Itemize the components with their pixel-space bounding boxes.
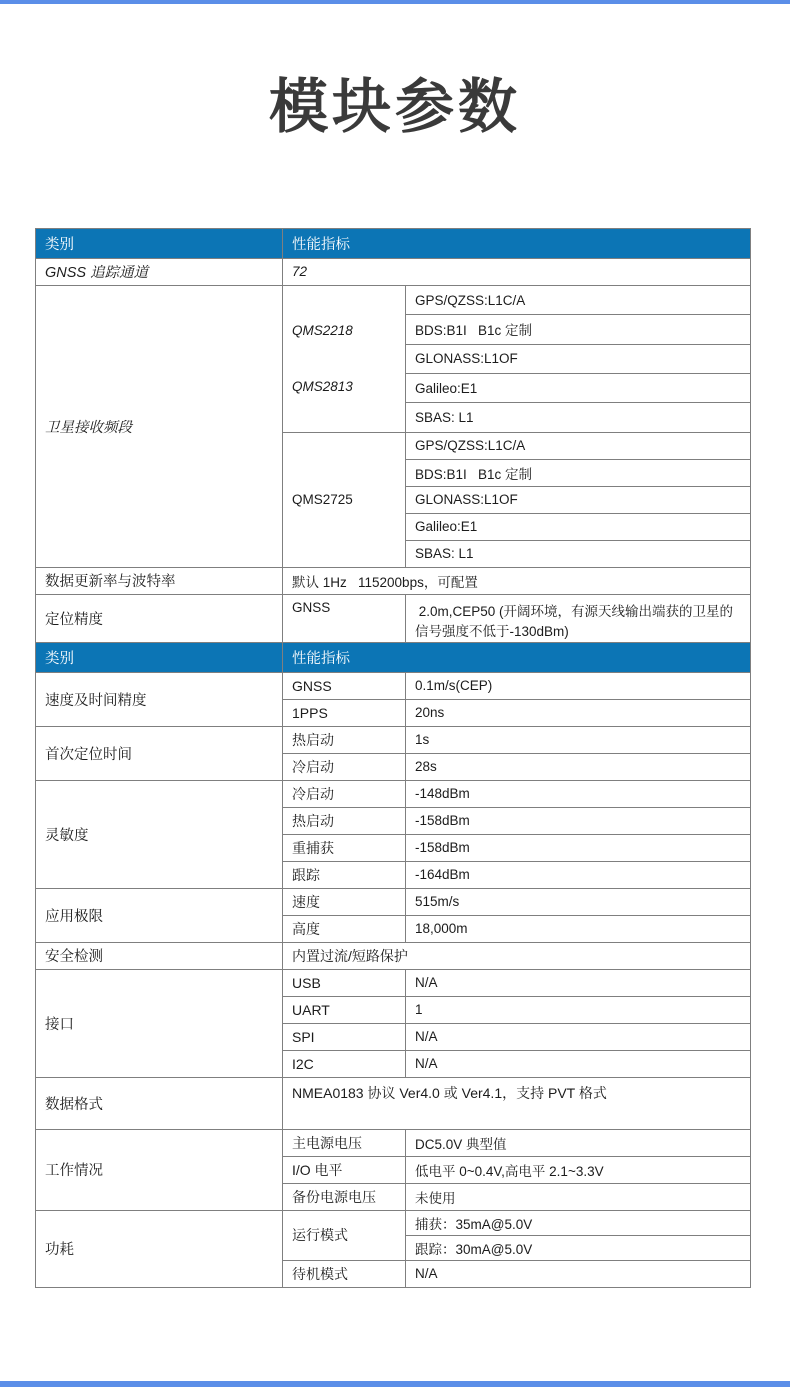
model-name: QMS2813 (292, 378, 353, 394)
satellite-bands-label: 卫星接收频段 (36, 285, 283, 567)
position-accuracy-system: GNSS (283, 594, 406, 642)
band-group2-models: QMS2725 (283, 432, 406, 567)
spec-value: -158dBm (406, 807, 751, 834)
header-metric: 性能指标 (283, 642, 751, 672)
operating-label: 工作情况 (36, 1129, 283, 1210)
header-metric: 性能指标 (283, 228, 751, 258)
spec-sub-label: GNSS (283, 672, 406, 699)
spec-sub-label: 备份电源电压 (283, 1183, 406, 1210)
band-frequency: BDS:B1I B1c 定制 (406, 315, 751, 344)
power-run-mode-label: 运行模式 (283, 1210, 406, 1260)
spec-sub-label: 跟踪 (283, 861, 406, 888)
model-name: QMS2218 (292, 322, 353, 338)
spec-sub-label: I2C (283, 1050, 406, 1077)
spec-value: 1s (406, 726, 751, 753)
spec-sub-label: 1PPS (283, 699, 406, 726)
data-format-label: 数据格式 (36, 1077, 283, 1129)
spec-value: -158dBm (406, 834, 751, 861)
spec-sub-label: 主电源电压 (283, 1129, 406, 1156)
spec-sub-label: 热启动 (283, 807, 406, 834)
position-accuracy-label: 定位精度 (36, 594, 283, 642)
band-frequency: SBAS: L1 (406, 540, 751, 567)
band-frequency: BDS:B1I B1c 定制 (406, 459, 751, 486)
update-rate-value: 默认 1Hz 115200bps，可配置 (283, 567, 751, 594)
bottom-accent-bar (0, 1381, 790, 1387)
top-accent-bar (0, 0, 790, 4)
spec-value: N/A (406, 1050, 751, 1077)
speed-time-label: 速度及时间精度 (36, 672, 283, 726)
application-limits-label: 应用极限 (36, 888, 283, 942)
spec-value: 20ns (406, 699, 751, 726)
spec-value: 低电平 0~0.4V,高电平 2.1~3.3V (406, 1156, 751, 1183)
band-frequency: SBAS: L1 (406, 403, 751, 432)
spec-value: N/A (406, 1023, 751, 1050)
spec-sub-label: 热启动 (283, 726, 406, 753)
update-rate-label: 数据更新率与波特率 (36, 567, 283, 594)
spec-sub-label: 速度 (283, 888, 406, 915)
header-category: 类别 (36, 228, 283, 258)
safety-value: 内置过流/短路保护 (283, 942, 751, 969)
interfaces-label: 接口 (36, 969, 283, 1077)
spec-sub-label: 冷启动 (283, 753, 406, 780)
spec-value: 跟踪：30mA@5.0V (406, 1235, 751, 1260)
band-frequency: GLONASS:L1OF (406, 486, 751, 513)
safety-label: 安全检测 (36, 942, 283, 969)
module-spec-table (35, 228, 751, 1288)
position-accuracy-value: 2.0m,CEP50 (开阔环境，有源天线输出端获的卫星的信号强度不低于-130dBm) (406, 594, 751, 642)
channels-value: 72 (283, 258, 751, 285)
spec-value: DC5.0V 典型值 (406, 1129, 751, 1156)
band-frequency: GPS/QZSS:L1C/A (406, 285, 751, 314)
power-label: 功耗 (36, 1210, 283, 1287)
spec-value: 捕获：35mA@5.0V (406, 1210, 751, 1235)
spec-sub-label: SPI (283, 1023, 406, 1050)
spec-value: 1 (406, 996, 751, 1023)
spec-sub-label: 冷启动 (283, 780, 406, 807)
band-frequency: GLONASS:L1OF (406, 344, 751, 373)
header-category: 类别 (36, 642, 283, 672)
ttff-label: 首次定位时间 (36, 726, 283, 780)
band-frequency: GPS/QZSS:L1C/A (406, 432, 751, 459)
channels-label: GNSS 追踪通道 (36, 258, 283, 285)
spec-value: 0.1m/s(CEP) (406, 672, 751, 699)
power-standby-label: 待机模式 (283, 1260, 406, 1287)
spec-value: 515m/s (406, 888, 751, 915)
spec-sub-label: I/O 电平 (283, 1156, 406, 1183)
band-frequency: Galileo:E1 (406, 374, 751, 403)
spec-value: 18,000m (406, 915, 751, 942)
band-group1-models (283, 285, 406, 432)
spec-value: 未使用 (406, 1183, 751, 1210)
data-format-value: NMEA0183 协议 Ver4.0 或 Ver4.1，支持 PVT 格式 (283, 1077, 751, 1129)
spec-sub-label: 高度 (283, 915, 406, 942)
page-title: 模块参数 (268, 74, 521, 140)
spec-value: -148dBm (406, 780, 751, 807)
sensitivity-label: 灵敏度 (36, 780, 283, 888)
band-frequency: Galileo:E1 (406, 513, 751, 540)
spec-sub-label: UART (283, 996, 406, 1023)
spec-value: N/A (406, 1260, 751, 1287)
spec-value: N/A (406, 969, 751, 996)
spec-value: -164dBm (406, 861, 751, 888)
spec-sub-label: 重捕获 (283, 834, 406, 861)
spec-value: 28s (406, 753, 751, 780)
spec-sub-label: USB (283, 969, 406, 996)
